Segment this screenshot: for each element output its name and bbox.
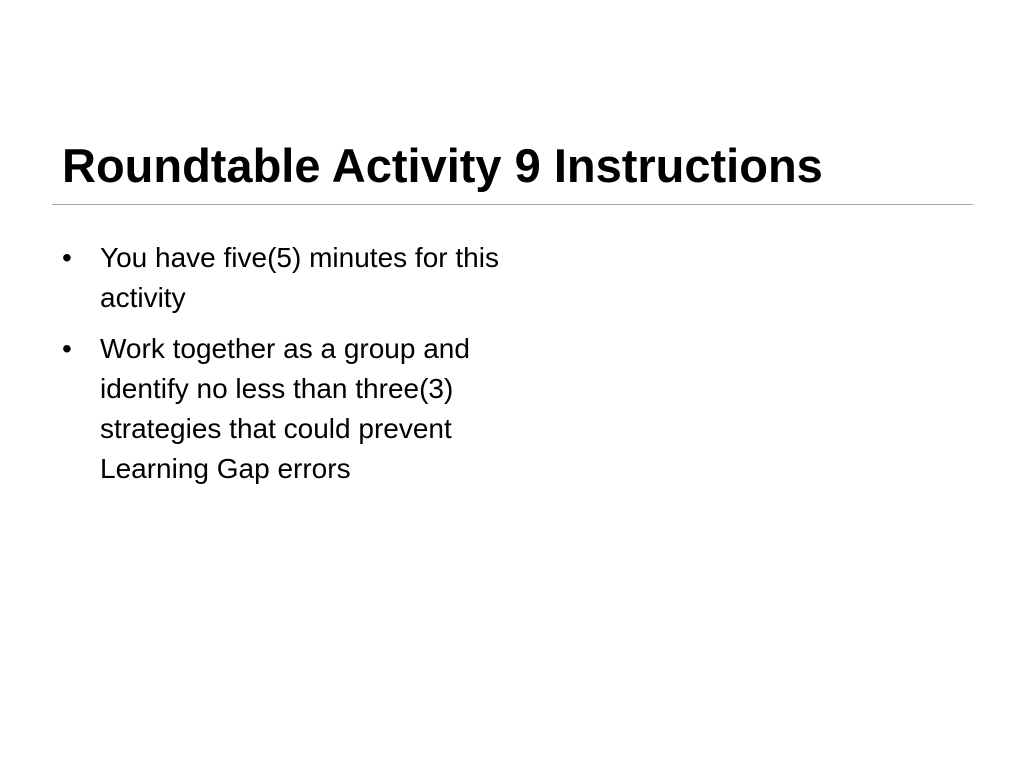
- bullet-marker: •: [62, 333, 72, 364]
- bullet-text: Work together as a group and identify no less than three(3) strategies that could prevent Learning Gap errors: [100, 333, 470, 484]
- title-divider: [52, 204, 973, 205]
- bullet-marker: •: [62, 242, 72, 273]
- bullet-text: You have five(5) minutes for this activity: [100, 242, 499, 313]
- bullet-item: [62, 238, 537, 318]
- bullet-list: [62, 238, 537, 500]
- bullet-item: [62, 329, 537, 489]
- slide-title: Roundtable Activity 9 Instructions: [62, 139, 823, 192]
